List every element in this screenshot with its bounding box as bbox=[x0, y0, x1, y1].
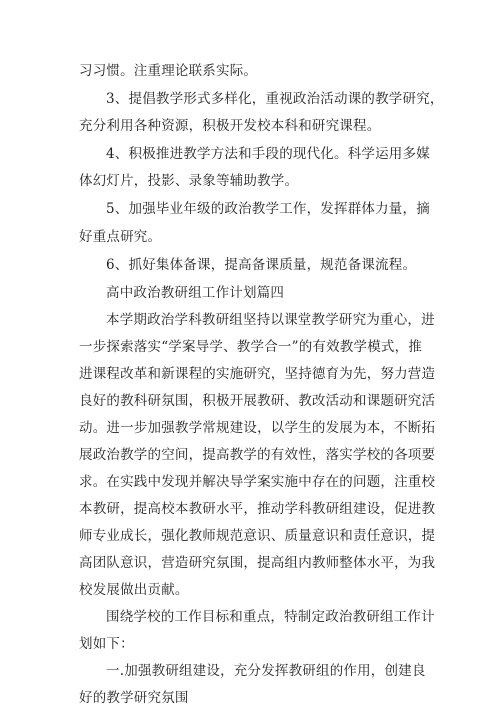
text-line: 求。在实践中发现并解决导学案实施中存在的问题，注重校 bbox=[79, 474, 436, 490]
text-line: 高团队意识，营造研究氛围，提高组内教师整体水平，为我 bbox=[79, 555, 436, 571]
text-line: 本学期政治学科教研组坚持以课堂教学研究为重心，进 bbox=[106, 312, 435, 328]
section-heading: 高中政治教研组工作计划篇四 bbox=[106, 285, 285, 301]
text-line: 划如下： bbox=[79, 636, 134, 652]
text-line: 本教研，提高校本教研水平，推动学科教研组建设，促进教 bbox=[79, 501, 436, 517]
text-line: 一步探索落实“学案导学、教学合一”的有效教学模式，推 bbox=[79, 339, 423, 355]
text-line: 校发展做出贡献。 bbox=[79, 582, 189, 598]
text-line: 习习惯。注重理论联系实际。 bbox=[79, 63, 258, 79]
text-line: 体幻灯片，投影、录象等辅助教学。 bbox=[79, 173, 299, 189]
text-line: 好的教学研究氛围 bbox=[79, 690, 189, 706]
text-line: 4、积极推进教学方法和手段的现代化。科学运用多媒 bbox=[106, 146, 430, 162]
text-line: 进课程改革和新课程的实施研究，坚持德育为先，努力营造 bbox=[79, 366, 436, 382]
text-line: 一.加强教研组建设，充分发挥教研组的作用，创建良 bbox=[106, 663, 426, 679]
text-line: 展政治教学的空间，提高教学的有效性，落实学校的各项要 bbox=[79, 447, 436, 463]
text-line: 动。进一步加强教学常规建设，以学生的发展为本，不断拓 bbox=[79, 420, 436, 436]
text-line: 3、提倡教学形式多样化，重视政治活动课的教学研究， bbox=[106, 91, 444, 107]
text-line: 师专业成长，强化教师规范意识、质量意识和责任意识，提 bbox=[79, 528, 436, 544]
text-line: 充分利用各种资源，积极开发校本科和研究课程。 bbox=[79, 118, 381, 134]
text-line: 5、加强毕业年级的政治教学工作，发挥群体力量，摘 bbox=[106, 201, 430, 217]
text-line: 6、抓好集体备课，提高备课质量，规范备课流程。 bbox=[106, 257, 417, 273]
text-line: 好重点研究。 bbox=[79, 229, 162, 245]
text-line: 良好的教科研氛围，积极开展教研、教改活动和课题研究活 bbox=[79, 393, 436, 409]
text-line: 围绕学校的工作目标和重点，特制定政治教研组工作计 bbox=[106, 609, 435, 625]
